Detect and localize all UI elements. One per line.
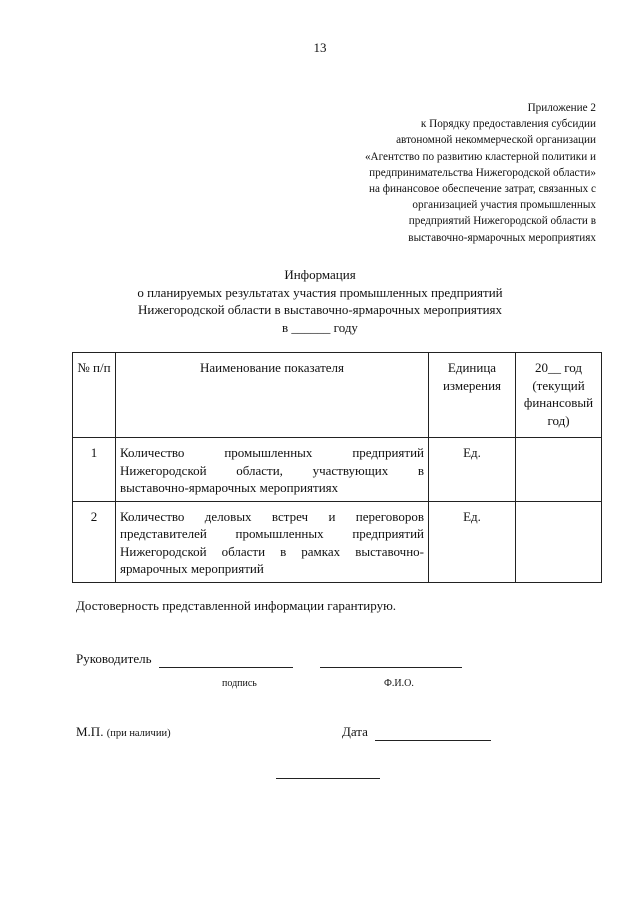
header-name: Наименование показателя <box>116 353 429 438</box>
table-row <box>73 438 602 502</box>
row-unit: Ед. <box>429 501 516 582</box>
appendix-line: предприятий Нижегородской области в <box>408 215 596 228</box>
row-unit: Ед. <box>429 438 516 502</box>
stamp-label: М.П. <box>76 724 104 739</box>
date-label: Дата <box>342 724 368 739</box>
table-row <box>73 501 602 582</box>
row-value-cell[interactable] <box>516 438 602 502</box>
manager-signature-line <box>76 651 462 668</box>
appendix-line: к Порядку предоставления субсидии <box>420 118 596 131</box>
row-num: 2 <box>73 501 116 582</box>
document-year-line: в ______ году <box>282 319 358 335</box>
header-num: № п/п <box>73 353 116 438</box>
appendix-line: организацией участия промышленных <box>412 199 596 212</box>
end-of-document-line <box>276 778 380 779</box>
date-field[interactable] <box>375 724 491 741</box>
stamp-line <box>76 724 171 740</box>
appendix-line: выставочно-ярмарочных мероприятиях <box>408 231 596 244</box>
signature-caption: подпись <box>222 678 257 689</box>
appendix-line: «Агентство по развитию кластерной политики и <box>364 150 596 163</box>
page-number: 13 <box>313 40 327 55</box>
row-name-text-last: ярмарочных мероприятий <box>120 561 264 576</box>
row-name-text-last: выставочно-ярмарочных мероприятиях <box>120 480 339 495</box>
document-subtitle-line: Нижегородской области в выставочно-ярмарочных мероприятиях <box>137 302 503 317</box>
row-name-text: Количество промышленных предприятий Нижегородской области, участвующих в <box>120 445 424 478</box>
table-header-row <box>73 353 602 438</box>
row-name <box>116 438 429 502</box>
manager-label: Руководитель <box>76 651 152 666</box>
signature-field[interactable] <box>159 651 293 668</box>
row-num: 1 <box>73 438 116 502</box>
document-subtitle-line: о планируемых результатах участия промышленных предприятий <box>137 284 503 300</box>
row-name-text: Количество деловых встреч и переговоров представителей промышленных предприятий Нижегородской области в рамках выставочно- <box>120 508 424 559</box>
assurance-statement: Достоверность представленной информации гарантирую. <box>76 598 397 613</box>
row-name <box>116 501 429 582</box>
full-name-caption: Ф.И.О. <box>384 678 414 689</box>
header-unit: Единица измерения <box>429 353 516 438</box>
appendix-block <box>296 100 596 246</box>
appendix-line: Приложение 2 <box>527 102 596 114</box>
stamp-note: (при наличии) <box>106 728 171 739</box>
appendix-line: автономной некоммерческой организации <box>396 134 596 147</box>
appendix-line: на финансовое обеспечение затрат, связанных с <box>368 183 596 196</box>
document-title: Информация <box>284 267 356 282</box>
date-line <box>342 724 491 741</box>
indicators-table <box>72 352 602 583</box>
appendix-line: предпринимательства Нижегородской области» <box>369 166 596 179</box>
full-name-field[interactable] <box>320 651 462 668</box>
row-value-cell[interactable] <box>516 501 602 582</box>
document-heading <box>0 266 640 336</box>
header-year: 20__ год (текущий финансовый год) <box>516 353 602 438</box>
